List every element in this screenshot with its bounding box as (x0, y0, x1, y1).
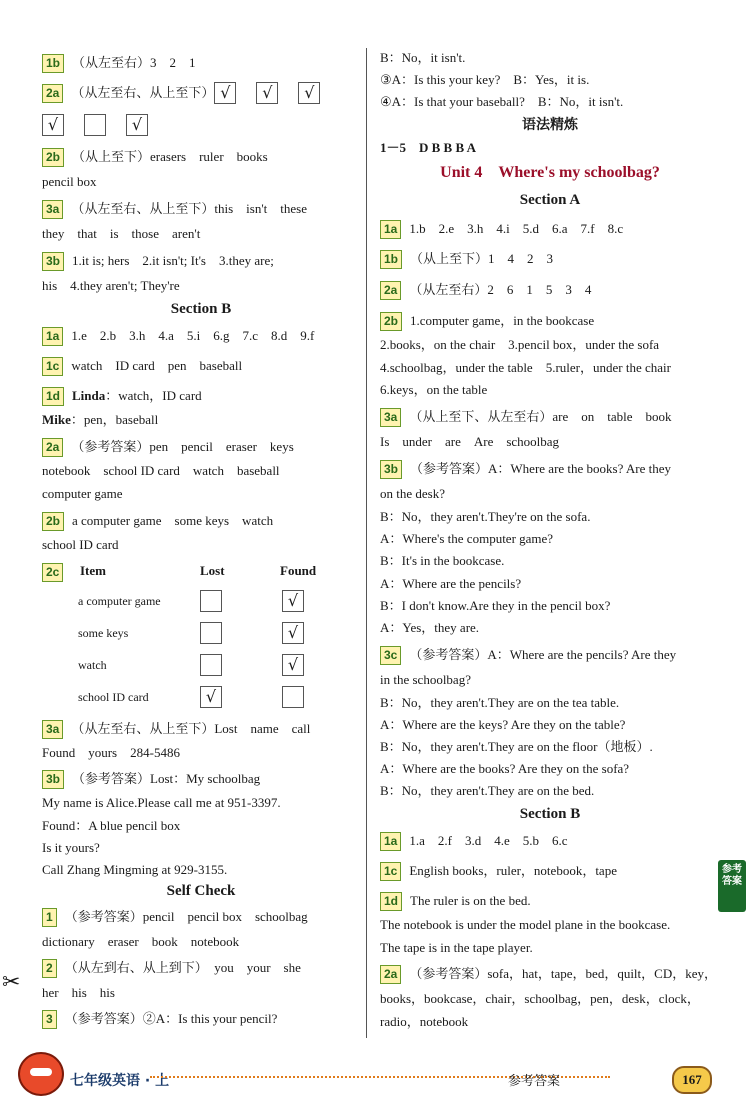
answer-line: 6.keys，on the table (380, 382, 488, 397)
answer-line: ③A：Is this your key? B：Yes，it is. (380, 72, 590, 87)
checkbox: √ (214, 82, 236, 104)
answer-3a (42, 198, 307, 218)
answer-line: A：Yes，they are. (380, 620, 480, 635)
found-checkbox: √ (282, 622, 304, 644)
badge: 1a (380, 220, 401, 239)
answer-continuation (42, 410, 158, 430)
answer-text: （参考答案）A：Where are the pencils? Are they (409, 647, 677, 663)
answer-1d-b (380, 890, 531, 910)
answer-line: A：Where are the keys? Are they on the table? (380, 717, 626, 732)
badge: 3 (42, 1010, 57, 1029)
answer-line: B：No，they aren't.They are on the bed. (380, 783, 595, 798)
answer-text: 1.it is; hers 2.it isn't; It's 3.they are; (72, 253, 274, 269)
answer-3c (380, 644, 676, 664)
item-name: watch (78, 658, 107, 672)
answer-text: （从左至右、从上至下）this isn't these (71, 201, 307, 217)
answer-line: B：No，they aren't.They are on the tea table. (380, 695, 620, 710)
table-row (42, 652, 360, 678)
badge: 2c (42, 563, 63, 582)
table-header-item: Item (80, 563, 106, 578)
book-title: 七年级英语 · 上 (70, 1073, 170, 1089)
answer-text: （从左至右）2 6 1 5 3 4 (409, 282, 592, 298)
section-heading: Section B (170, 301, 232, 317)
answer-2b-b (42, 510, 273, 530)
answer-1b (42, 52, 196, 72)
answer-text: （参考答案）Lost：My schoolbag (72, 771, 261, 787)
answer-text: 1.b 2.e 3.h 4.i 5.d 6.a 7.f 8.c (409, 221, 624, 237)
answer-line: B：I don't know.Are they in the pencil box? (380, 598, 611, 613)
answer-1b (380, 248, 553, 268)
table-row (42, 588, 360, 614)
found-checkbox: √ (282, 654, 304, 676)
grammar-answers: 1－5 D B B B A (380, 140, 477, 155)
checkbox: √ (298, 82, 320, 104)
answer-3b (380, 458, 671, 478)
checkbox: √ (126, 114, 148, 136)
answer-line: A：Where are the books? Are they on the sofa? (380, 761, 630, 776)
unit-title: Unit 4 Where's my schoolbag? (440, 164, 660, 181)
badge: 2a (380, 281, 401, 300)
answer-line: on the desk? (380, 486, 445, 501)
answer-text: 1.e 2.b 3.h 4.a 5.i 6.g 7.c 8.d 9.f (71, 328, 315, 344)
answer-continuation: Found yours 284-5486 (42, 745, 180, 760)
answer-1d (42, 385, 202, 405)
badge: 3a (42, 200, 63, 219)
answer-line: in the schoolbag? (380, 672, 471, 687)
badge: 1b (42, 54, 64, 73)
item-name: school ID card (78, 690, 149, 704)
side-tab: 参考答案 (718, 860, 746, 912)
found-checkbox (282, 686, 304, 708)
column-divider (366, 48, 367, 1038)
badge: 1d (380, 892, 402, 911)
answer-2b (380, 310, 594, 330)
answer-text: （从左至右、从上至下） (71, 85, 215, 101)
answer-3b (42, 250, 274, 270)
table-row (42, 684, 360, 710)
answer-line: A：Where are the pencils? (380, 576, 522, 591)
answer-line: radio，notebook (380, 1014, 469, 1029)
answer-2a (380, 279, 591, 299)
table-header-found: Found (280, 563, 317, 578)
answer-continuation: they that is those aren't (42, 226, 201, 241)
answer-text: watch ID card pen baseball (71, 358, 243, 374)
answer-continuation: Is under are Are schoolbag (380, 434, 560, 449)
answer-text: 1.a 2.f 3.d 4.e 5.b 6.c (409, 833, 568, 849)
answer-line: books，bookcase，chair，schoolbag，pen，desk，clock， (380, 991, 700, 1006)
badge: 3b (42, 252, 64, 271)
answer-text: （参考答案）②A：Is this your pencil? (64, 1011, 278, 1027)
lost-checkbox: √ (200, 686, 222, 708)
answer-text: ：pen，baseball (70, 412, 159, 427)
badge: 1b (380, 250, 402, 269)
item-name: some keys (78, 626, 129, 640)
answer-3a-b (42, 718, 310, 738)
item-name: a computer game (78, 594, 161, 608)
scissors-icon: ✂ (2, 970, 21, 995)
answer-line: A：Where's the computer game? (380, 531, 554, 546)
section-heading: Section B (519, 806, 581, 822)
badge: 2b (42, 148, 64, 167)
answer-1c (42, 355, 242, 375)
badge: 1a (42, 327, 63, 346)
badge: 1c (380, 862, 401, 881)
badge: 2b (42, 512, 64, 531)
lost-checkbox (200, 622, 222, 644)
answer-line: Is it yours? (42, 840, 100, 855)
page-footer (0, 1040, 750, 1109)
answer-3b-b (42, 768, 260, 788)
answer-text: （参考答案）A：Where are the books? Are they (410, 461, 672, 477)
badge: 2a (380, 965, 401, 984)
answer-2a-b (380, 963, 717, 983)
checkbox: √ (42, 114, 64, 136)
mascot-icon (18, 1052, 64, 1096)
badge: 1c (42, 357, 63, 376)
answer-text: English books，ruler，notebook，tape (409, 863, 617, 879)
badge: 2b (380, 312, 402, 331)
badge: 3b (380, 460, 402, 479)
answer-3a (380, 406, 672, 426)
answer-2b (42, 146, 268, 166)
checkbox: √ (256, 82, 278, 104)
answer-line: The tape is in the tape player. (380, 940, 533, 955)
footer-section: 参考答案 (508, 1074, 561, 1089)
answer-text: （从左到右、从上到下） you your she (64, 960, 301, 976)
badge: 3a (42, 720, 63, 739)
answer-line: 2.books，on the chair 3.pencil box，under the sofa (380, 337, 660, 352)
answer-text: （从上至下）erasers ruler books (72, 149, 268, 165)
answer-2a (42, 82, 340, 102)
found-checkbox: √ (282, 590, 304, 612)
answer-line: B：No，they aren't.They're on the sofa. (380, 509, 591, 524)
table-header-lost: Lost (200, 563, 225, 578)
badge: 1 (42, 908, 57, 927)
answer-line: 4.schoolbag，under the table 5.ruler，under the chair (380, 360, 671, 375)
answer-self-1 (42, 906, 308, 926)
answer-continuation: his 4.they aren't; They're (42, 278, 180, 293)
answer-text: （参考答案）pen pencil eraser keys (71, 439, 294, 455)
answer-line: B：No，they aren't.They are on the floor（地板）. (380, 739, 653, 754)
answer-2a-b (42, 436, 294, 456)
answer-line: B：It's in the bookcase. (380, 553, 505, 568)
answer-line: My name is Alice.Please call me at 951-3397. (42, 795, 281, 810)
answer-line: ④A：Is that your baseball? B：No，it isn't. (380, 94, 624, 109)
grammar-heading: 语法精炼 (522, 117, 578, 133)
answer-text: ：watch，ID card (105, 388, 202, 404)
badge: 1a (380, 832, 401, 851)
badge: 3c (380, 646, 401, 665)
badge: 3b (42, 770, 64, 789)
answer-continuation: pencil box (42, 174, 97, 189)
answer-text: （从左至右、从上至下）Lost name call (71, 721, 311, 737)
answer-text: （参考答案）pencil pencil box schoolbag (64, 909, 308, 925)
answer-text: （从上至下）1 4 2 3 (410, 251, 554, 267)
badge: 2a (42, 84, 63, 103)
answer-1a-b (380, 830, 568, 850)
answer-text: （从上至下、从左至右）are on table book (409, 409, 672, 425)
answer-self-2 (42, 957, 301, 977)
answer-continuation: school ID card (42, 537, 119, 552)
answer-text: The ruler is on the bed. (410, 893, 531, 909)
answer-continuation: computer game (42, 486, 123, 501)
speaker-name: Linda (72, 388, 106, 404)
section-heading: Self Check (166, 883, 236, 899)
badge: 1d (42, 387, 64, 406)
answer-line: Found：A blue pencil box (42, 818, 181, 833)
badge: 2 (42, 959, 57, 978)
lost-checkbox (200, 654, 222, 676)
answer-2c-header (42, 561, 360, 581)
lost-checkbox (200, 590, 222, 612)
answer-text: （从左至右）3 2 1 (72, 55, 196, 71)
answer-line: The notebook is under the model plane in the bookcase. (380, 917, 671, 932)
answer-text: （参考答案）sofa，hat，tape，bed，quilt，CD，key， (409, 966, 717, 982)
answer-line: B：No，it isn't. (380, 50, 466, 65)
speaker-name: Mike (42, 412, 71, 427)
answer-line: Call Zhang Mingming at 929-3155. (42, 862, 228, 877)
table-row (42, 620, 360, 646)
answer-1a (42, 325, 314, 345)
section-heading: Section A (519, 192, 581, 208)
answer-text: a computer game some keys watch (72, 513, 274, 529)
badge: 3a (380, 408, 401, 427)
answer-1a (380, 218, 623, 238)
answer-continuation: notebook school ID card watch baseball (42, 463, 280, 478)
answer-self-3 (42, 1008, 277, 1028)
answer-2a-row2 (42, 114, 168, 138)
badge: 2a (42, 438, 63, 457)
checkbox (84, 114, 106, 136)
answer-continuation: dictionary eraser book notebook (42, 934, 240, 949)
page-number: 167 (672, 1066, 712, 1094)
answer-text: 1.computer game，in the bookcase (410, 313, 595, 329)
answer-1c-b (380, 860, 617, 880)
answer-continuation: her his his (42, 985, 115, 1000)
